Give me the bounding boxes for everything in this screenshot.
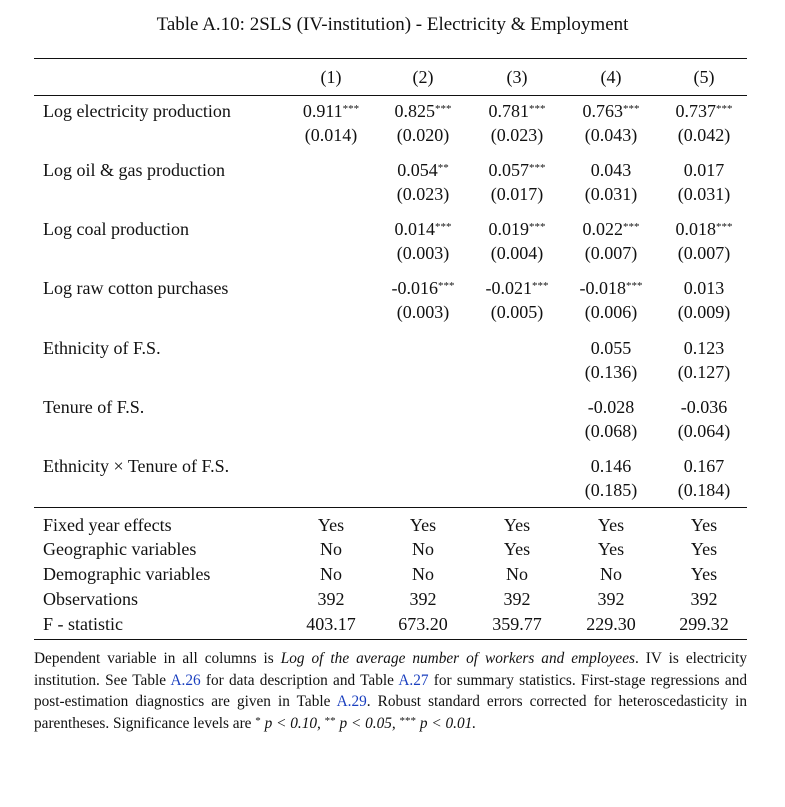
significance-stars: *** [716,221,733,233]
std-error-cell: (0.068) [584,421,638,441]
coef-value: 0.146 [590,456,632,476]
std-error-cell: (0.031) [584,184,638,204]
column-header: (5) [693,67,715,87]
significance-marker: *** [399,714,417,727]
header-rule [34,95,747,96]
stat-label: F - statistic [43,614,123,634]
stat-value: No [600,564,622,584]
coef-cell [392,276,455,300]
stat-value: 392 [409,589,437,609]
coef-cell [591,454,632,478]
row-label: Tenure of F.S. [43,397,145,417]
std-error-cell: (0.006) [584,302,638,322]
notes-text: . Robust standard errors corrected for heteroscedasticity in parentheses. Significance levels are [34,693,747,732]
std-error-cell: (0.064) [677,421,731,441]
coef-value: 0.043 [590,160,632,180]
significance-stars: *** [529,221,546,233]
std-error-cell: (0.020) [396,125,450,145]
std-error-cell: (0.005) [490,302,544,322]
stat-value: No [320,564,342,584]
std-error-cell: (0.031) [677,184,731,204]
std-error-cell: (0.009) [677,302,731,322]
stat-value: Yes [503,515,531,535]
stats-rule [34,507,747,508]
significance-stars: *** [435,221,452,233]
stat-value: Yes [690,564,718,584]
notes-text: for data description and Table [200,671,399,689]
dependent-variable: Log of the average number of workers and employees [280,650,635,667]
coef-cell [395,217,452,241]
stat-value: 392 [690,589,718,609]
coef-value: 0.013 [683,278,725,298]
significance-stars: *** [438,280,455,292]
stat-value: Yes [409,515,437,535]
row-label: Log raw cotton purchases [43,278,229,298]
std-error-cell: (0.023) [396,184,450,204]
coef-cell [580,276,643,300]
significance-stars: *** [435,103,452,115]
table-ref-link[interactable]: A.26 [170,671,201,689]
significance-level: p < 0.01. [416,714,477,732]
significance-stars: *** [623,103,640,115]
coef-cell [486,276,549,300]
stat-value: 392 [317,589,345,609]
stat-value: 392 [597,589,625,609]
significance-level: p < 0.10, [260,714,325,732]
row-label: Log electricity production [43,101,231,121]
coef-value: 0.781 [488,101,529,121]
row-label: Log oil & gas production [43,160,225,180]
coef-value: -0.016 [391,278,438,298]
coef-value: -0.018 [579,278,626,298]
coef-value: 0.054 [397,160,438,180]
coef-value: 0.018 [675,219,716,239]
row-label: Log coal production [43,219,189,239]
coef-cell [684,276,725,300]
coef-value: 0.123 [683,338,725,358]
coef-cell [681,395,728,419]
stat-value: 299.32 [679,614,729,634]
coef-value: 0.057 [488,160,529,180]
significance-stars: *** [342,103,360,115]
coef-value: 0.167 [683,456,725,476]
significance-marker: * [255,714,261,727]
std-error-cell: (0.003) [396,302,450,322]
std-error-cell: (0.042) [677,125,731,145]
stat-value: 229.30 [586,614,636,634]
row-label: Ethnicity of F.S. [43,338,161,358]
std-error-cell: (0.185) [584,480,638,500]
stat-value: Yes [597,515,625,535]
significance-marker: ** [324,714,336,727]
coef-cell [676,217,733,241]
coef-cell [397,158,449,182]
stat-value: Yes [690,539,718,559]
coef-value: 0.022 [582,219,623,239]
stat-value: No [412,539,434,559]
coef-value: -0.028 [587,397,635,417]
coef-cell [489,217,546,241]
coef-value: 0.055 [590,338,632,358]
table-title: Table A.10: 2SLS (IV-institution) - Electricity & Employment [156,14,629,35]
coef-cell [583,217,640,241]
coef-cell [684,158,725,182]
stat-label: Observations [43,589,138,609]
stat-value: No [412,564,434,584]
coef-cell [303,99,359,123]
coef-value: -0.021 [485,278,532,298]
stat-value: Yes [503,539,531,559]
coef-cell [676,99,733,123]
column-header: (3) [506,67,528,87]
top-rule [34,58,747,59]
significance-stars: *** [626,280,643,292]
column-header: (1) [320,67,342,87]
std-error-cell: (0.184) [677,480,731,500]
significance-stars: *** [623,221,640,233]
std-error-cell: (0.023) [490,125,544,145]
stat-value: 673.20 [398,614,448,634]
coef-value: 0.825 [394,101,435,121]
coef-value: 0.014 [394,219,435,239]
stat-value: Yes [597,539,625,559]
stat-value: Yes [317,515,345,535]
coef-value: -0.036 [680,397,728,417]
std-error-cell: (0.136) [584,362,638,382]
stat-value: 359.77 [492,614,542,634]
coef-cell [591,158,632,182]
coef-cell [588,395,635,419]
std-error-cell: (0.127) [677,362,731,382]
notes-text: . IV is electricity institution. See Table [34,650,747,689]
coef-cell [489,158,546,182]
significance-stars: ** [437,162,449,174]
coef-value: 0.911 [302,101,343,121]
std-error-cell: (0.043) [584,125,638,145]
notes-text: for summary statistics. First-stage regressions and post-estimation diagnostics are given in Table [34,671,747,710]
significance-stars: *** [716,103,733,115]
bottom-rule [34,639,747,640]
std-error-cell: (0.007) [677,243,731,263]
coef-value: 0.763 [582,101,623,121]
std-error-cell: (0.003) [396,243,450,263]
stat-label: Fixed year effects [43,515,172,535]
column-header: (4) [600,67,622,87]
table-notes [34,648,747,734]
row-label: Ethnicity × Tenure of F.S. [43,456,230,476]
std-error-cell: (0.007) [584,243,638,263]
coef-value: 0.019 [488,219,529,239]
significance-stars: *** [529,103,546,115]
significance-stars: *** [532,280,549,292]
coef-value: 0.737 [675,101,716,121]
coef-cell [395,99,452,123]
stat-value: 403.17 [306,614,356,634]
coef-cell [489,99,546,123]
notes-text: Dependent variable in all columns is [34,650,281,667]
coef-cell [684,454,725,478]
coef-cell [583,99,640,123]
std-error-cell: (0.004) [490,243,544,263]
std-error-cell: (0.014) [304,125,358,145]
std-error-cell: (0.017) [490,184,544,204]
stat-value: 392 [503,589,531,609]
stat-value: No [506,564,528,584]
column-header: (2) [412,67,434,87]
table-ref-link[interactable]: A.29 [336,693,367,710]
stat-label: Demographic variables [43,564,211,584]
stat-value: No [320,539,342,559]
coef-cell [591,336,632,360]
coef-value: 0.017 [683,160,725,180]
stat-label: Geographic variables [43,539,197,559]
table-ref-link[interactable]: A.27 [398,671,429,689]
coef-cell [684,336,725,360]
significance-level: p < 0.05, [335,714,400,732]
significance-stars: *** [529,162,546,174]
stat-value: Yes [690,515,718,535]
